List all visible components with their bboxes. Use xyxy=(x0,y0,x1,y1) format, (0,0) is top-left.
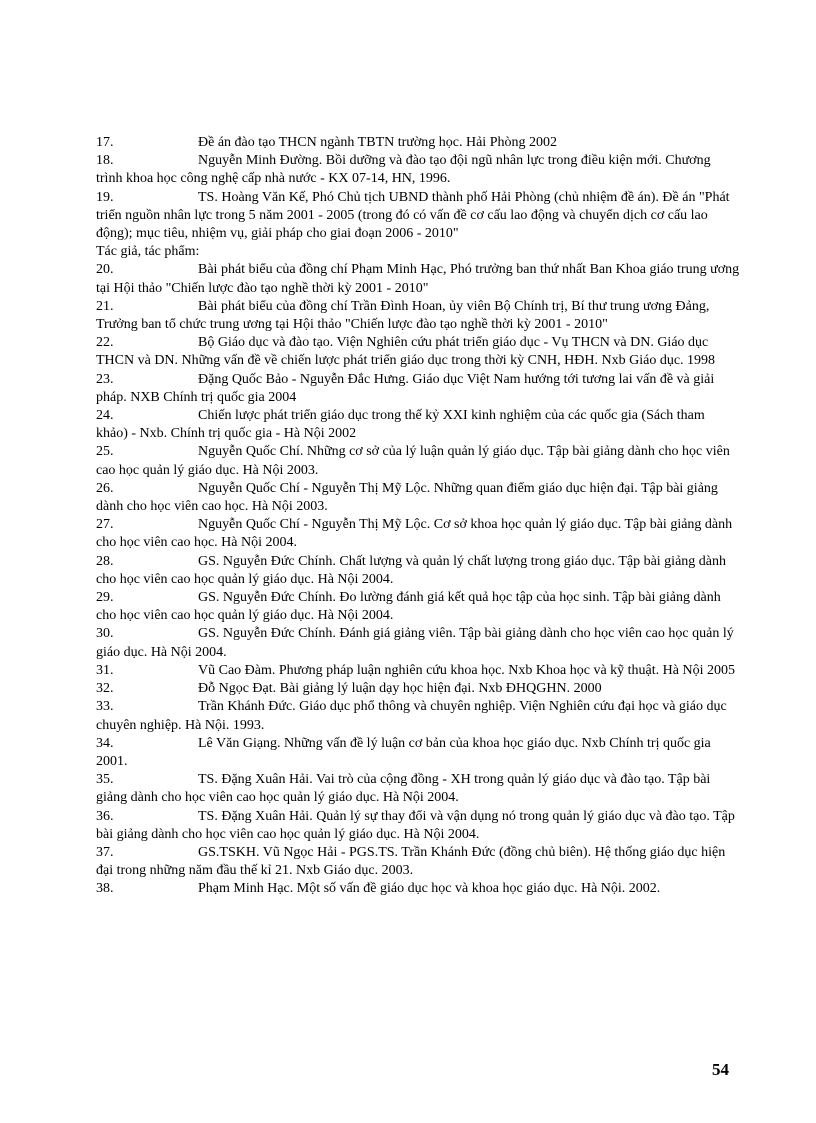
reference-number: 36. xyxy=(96,808,114,824)
reference-number: 19. xyxy=(96,189,114,205)
page-number: 54 xyxy=(712,1060,729,1079)
reference-number: 35. xyxy=(96,772,114,788)
reference-text: TS. Đặng Xuân Hải. Vai trò của cộng đồng - XH trong quản lý giáo dục và đào tạo. Tập bài giảng dành cho học viên cao học quản lý giáo dục. Hà Nội 2004. xyxy=(96,772,711,806)
reference-number: 24. xyxy=(96,408,114,424)
reference-number: 34. xyxy=(96,735,114,751)
reference-number: 37. xyxy=(96,844,114,860)
reference-number: 25. xyxy=(96,444,114,460)
reference-number: 17. xyxy=(96,135,114,150)
reference-item xyxy=(96,771,740,807)
reference-number: 27. xyxy=(96,517,114,533)
reference-text: Chiến lược phát triển giáo dục trong thế kỷ XXI kinh nghiệm của các quốc gia (Sách tham khảo) - Nxb. Chính trị quốc gia - Hà Nội 2002 xyxy=(96,408,705,442)
reference-text: TS. Đặng Xuân Hải. Quản lý sự thay đổi và vận dụng nó trong quản lý giáo dục và đào tạo. Tập bài giảng dành cho học viên cao học quản lý giáo dục. Hà Nội 2004. xyxy=(96,808,735,842)
section-label: Tác giả, tác phẩm: xyxy=(96,244,200,260)
reference-text: Đặng Quốc Bảo - Nguyễn Đắc Hưng. Giáo dục Việt Nam hướng tới tương lai vấn đề và giải pháp. NXB Chính trị quốc gia 2004 xyxy=(96,371,715,405)
reference-item xyxy=(96,662,740,680)
reference-number: 32. xyxy=(96,681,114,697)
reference-item xyxy=(96,298,740,334)
reference-text: Nguyễn Quốc Chí - Nguyễn Thị Mỹ Lộc. Những quan điểm giáo dục hiện đại. Tập bài giảng dành cho học viên cao học. Hà Nội 2003. xyxy=(96,480,718,515)
reference-text: GS.TSKH. Vũ Ngọc Hải - PGS.TS. Trần Khánh Đức (đồng chủ biên). Hệ thống giáo dục hiện đại trong những năm đầu thế kỉ 21. Nxb Giáo dục. 2003. xyxy=(96,844,726,879)
reference-text: Bộ Giáo dục và đào tạo. Viện Nghiên cứu phát triển giáo dục - Vụ THCN và DN. Giáo dục THCN và DN. Những vấn đề về chiến lược phát triển giáo dục trong thời kỳ CNH, HĐH. Nxb Giáo dục. 1998 xyxy=(96,335,716,369)
reference-item xyxy=(96,553,740,589)
reference-text: Lê Văn Giạng. Những vấn đề lý luận cơ bản của khoa học giáo dục. Nxb Chính trị quốc gia 2001. xyxy=(96,735,711,769)
reference-item xyxy=(96,134,740,152)
reference-item xyxy=(96,698,740,734)
reference-number: 38. xyxy=(96,881,114,897)
reference-text: Đề án đào tạo THCN ngành TBTN trường học. Hải Phòng 2002 xyxy=(198,135,557,150)
reference-list xyxy=(96,134,740,899)
reference-text: GS. Nguyễn Đức Chính. Đánh giá giảng viên. Tập bài giảng dành cho học viên cao học quản lý giáo dục. Hà Nội 2004. xyxy=(96,626,734,660)
reference-number: 23. xyxy=(96,371,114,387)
reference-item xyxy=(96,261,740,297)
reference-item xyxy=(96,625,740,661)
reference-text: Nguyễn Quốc Chí - Nguyễn Thị Mỹ Lộc. Cơ sở khoa học quản lý giáo dục. Tập bài giảng dành cho học viên cao học. Hà Nội 2004. xyxy=(96,517,733,551)
reference-item xyxy=(96,808,740,844)
reference-number: 31. xyxy=(96,662,114,678)
reference-text: Bài phát biểu của đồng chí Phạm Minh Hạc, Phó trưởng ban thứ nhất Ban Khoa giáo trung ương tại Hội thảo "Chiến lược đào tạo nghề thời kỳ 2001 - 2010" xyxy=(96,262,740,296)
reference-text: TS. Hoàng Văn Kế, Phó Chủ tịch UBND thành phố Hải Phòng (chủ nhiệm đề án). Đề án "Phát triển nguồn nhân lực trong 5 năm 2001 - 2005 (trong đó có vấn đề cơ cấu lao động và chuyển dịch cơ cấu lao động); mục tiêu, nhiệm vụ, giải pháp cho giai đoạn 2006 - 2010" xyxy=(96,189,730,242)
reference-item xyxy=(96,680,740,698)
reference-text: Phạm Minh Hạc. Một số vấn đề giáo dục học và khoa học giáo dục. Hà Nội. 2002. xyxy=(198,881,661,897)
reference-text: Vũ Cao Đàm. Phương pháp luận nghiên cứu khoa học. Nxb Khoa học và kỹ thuật. Hà Nội 2005 xyxy=(198,662,735,678)
reference-number: 28. xyxy=(96,553,114,569)
reference-item xyxy=(96,189,740,244)
reference-item xyxy=(96,152,740,188)
reference-number: 30. xyxy=(96,626,114,642)
reference-number: 26. xyxy=(96,480,114,496)
reference-item xyxy=(96,443,740,479)
reference-item xyxy=(96,735,740,771)
reference-text: Bài phát biểu của đồng chí Trần Đình Hoan, ủy viên Bộ Chính trị, Bí thư trung ương Đảng, Trưởng ban tổ chức trung ương tại Hội thảo "Chiến lược đào tạo nghề thời kỳ 2001 - 2010" xyxy=(96,298,710,333)
reference-text: Trần Khánh Đức. Giáo dục phổ thông và chuyên nghiệp. Viện Nghiên cứu đại học và giáo dục chuyên nghiệp. Hà Nội. 1993. xyxy=(96,699,727,733)
reference-item xyxy=(96,844,740,880)
reference-number: 21. xyxy=(96,298,114,314)
reference-item xyxy=(96,589,740,625)
reference-text: GS. Nguyễn Đức Chính. Chất lượng và quản lý chất lượng trong giáo dục. Tập bài giảng dành cho học viên cao học quản lý giáo dục. Hà Nội 2004. xyxy=(96,553,727,587)
reference-item xyxy=(96,516,740,552)
reference-number: 29. xyxy=(96,590,114,606)
reference-text: Nguyễn Minh Đường. Bồi dưỡng và đào tạo đội ngũ nhân lực trong điều kiện mới. Chương trình khoa học công nghệ cấp nhà nước - KX 07-14, HN, 1996. xyxy=(96,153,711,187)
reference-item xyxy=(96,407,740,443)
reference-number: 33. xyxy=(96,699,114,715)
reference-number: 20. xyxy=(96,262,114,278)
reference-item xyxy=(96,371,740,407)
reference-item xyxy=(96,334,740,370)
reference-item xyxy=(96,880,740,898)
reference-text: GS. Nguyễn Đức Chính. Đo lường đánh giá kết quả học tập của học sinh. Tập bài giảng dành cho học viên cao học quản lý giáo dục. Hà Nội 2004. xyxy=(96,590,721,624)
reference-text: Nguyễn Quốc Chí. Những cơ sở của lý luận quản lý giáo dục. Tập bài giảng dành cho học viên cao học quản lý giáo dục. Hà Nội 2003. xyxy=(96,444,730,478)
reference-number: 22. xyxy=(96,335,114,351)
reference-item xyxy=(96,480,740,516)
reference-text: Đỗ Ngọc Đạt. Bài giảng lý luận dạy học hiện đại. Nxb ĐHQGHN. 2000 xyxy=(198,681,602,697)
reference-number: 18. xyxy=(96,153,114,169)
